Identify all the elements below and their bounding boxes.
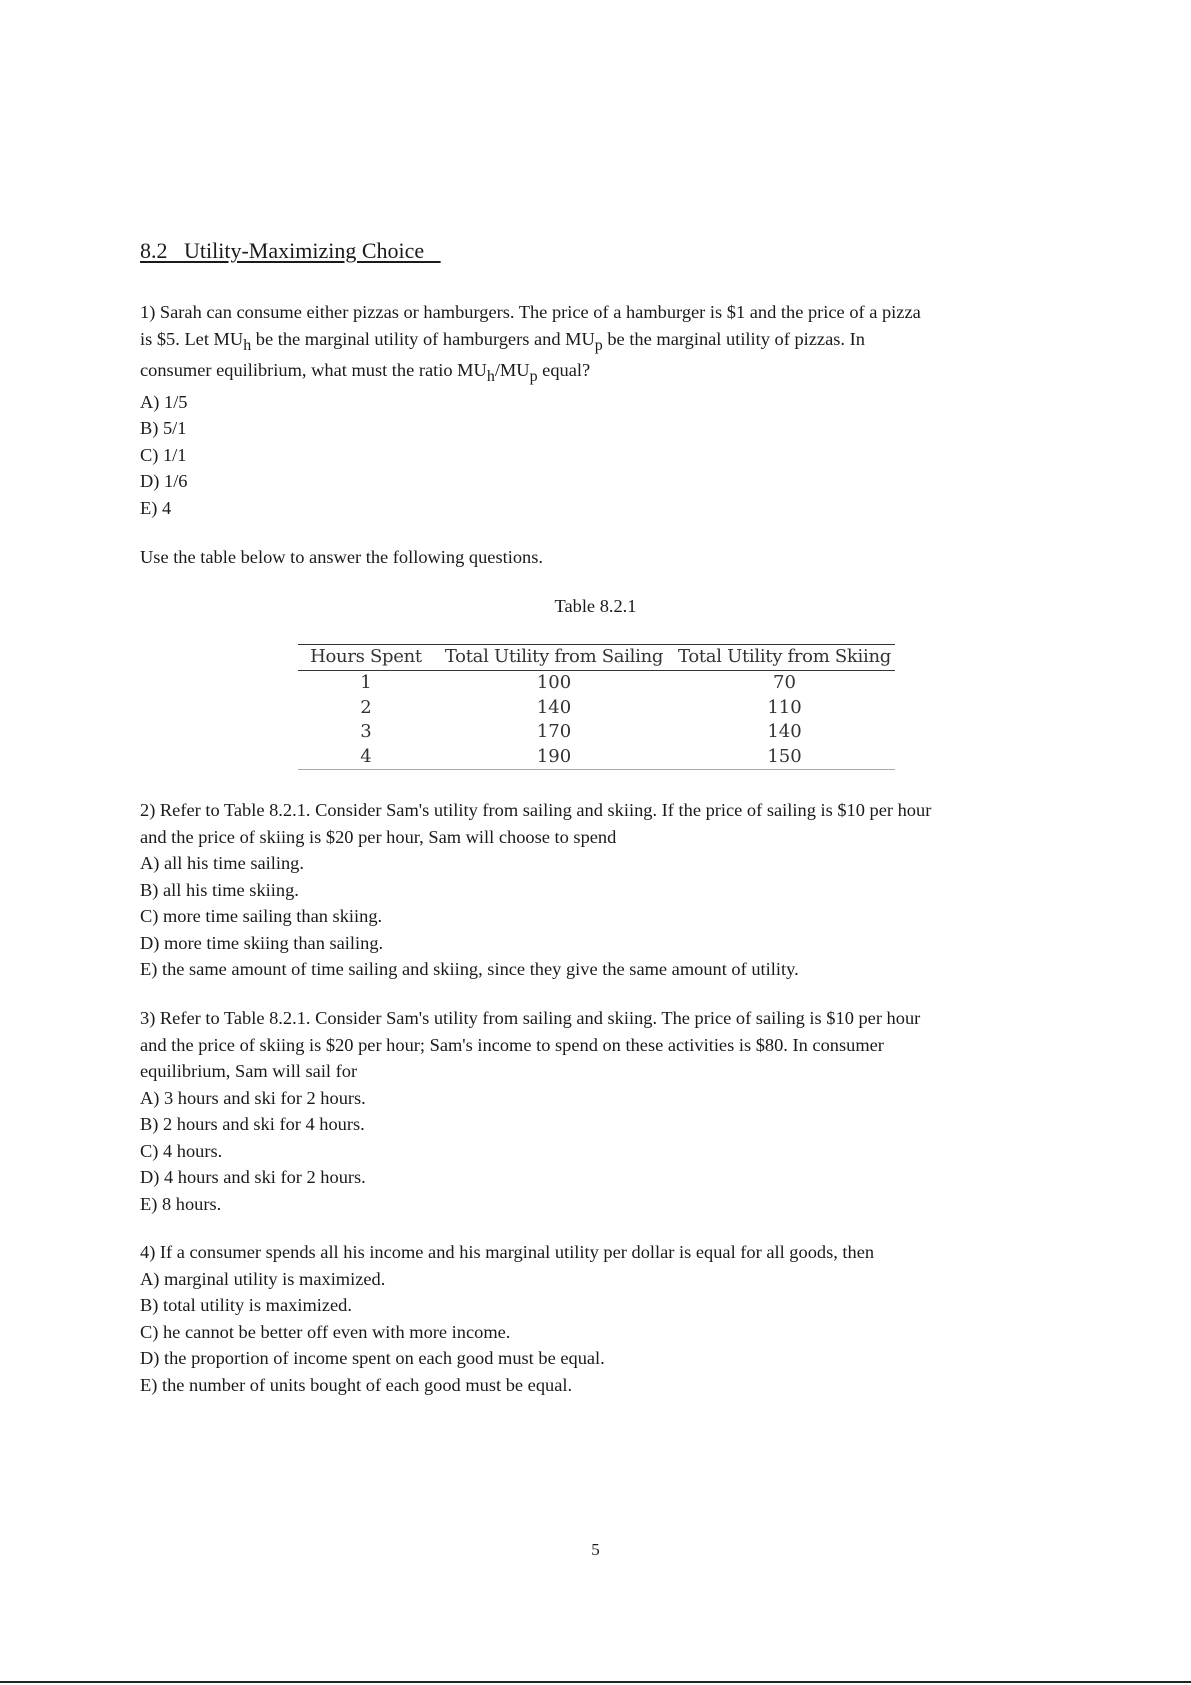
page-number: 5 xyxy=(591,1540,600,1559)
option-e: E) the same amount of time sailing and skiing, since they give the same amount of utility. xyxy=(140,959,799,979)
option-e: E) the number of units bought of each good must be equal. xyxy=(140,1374,573,1395)
table-row xyxy=(298,696,895,721)
option-c: C) he cannot be better off even with more income. xyxy=(140,1321,511,1342)
cell-skiing: 110 xyxy=(767,696,802,718)
header-hours: Hours Spent xyxy=(298,645,434,671)
option-e: E) 8 hours. xyxy=(140,1193,222,1214)
cell-hours: 2 xyxy=(360,696,372,718)
bottom-rule xyxy=(0,1681,1191,1683)
table-row xyxy=(298,671,895,696)
cell-hours: 3 xyxy=(360,721,372,742)
cell-sailing: 170 xyxy=(536,721,572,742)
option-b: B) total utility is maximized. xyxy=(140,1295,352,1315)
option-d: D) more time skiing than sailing. xyxy=(140,932,384,953)
header-sailing: Total Utility from Sailing xyxy=(434,645,674,671)
cell-hours: 1 xyxy=(360,672,372,693)
question-1-text: be the marginal utility of hamburgers and MU xyxy=(251,328,595,349)
question-2 xyxy=(140,797,1020,983)
table-caption: Table 8.2.1 xyxy=(554,596,637,616)
question-1-text: equal? xyxy=(537,360,591,380)
table-row xyxy=(298,720,895,745)
question-4 xyxy=(140,1239,1020,1398)
utility-table xyxy=(298,644,895,770)
option-a: A) 3 hours and ski for 2 hours. xyxy=(140,1087,366,1108)
question-1-line-3 xyxy=(140,357,1020,386)
option-c: C) 4 hours. xyxy=(140,1140,223,1161)
option-a: A) 1/5 xyxy=(140,391,188,412)
question-3-line-2: and the price of skiing is $20 per hour; Sam's income to spend on these activities is $80. In consumer xyxy=(140,1034,884,1055)
subscript-p: p xyxy=(529,368,538,385)
question-3-line-1: 3) Refer to Table 8.2.1. Consider Sam's utility from sailing and skiing. The price of sailing is $10 per hour xyxy=(140,1008,921,1028)
question-1-text: is $5. Let MU xyxy=(140,328,244,349)
table-intro-text: Use the table below to answer the following questions. xyxy=(140,547,543,567)
header-skiing: Total Utility from Skiing xyxy=(674,645,895,671)
question-2-line-2: and the price of skiing is $20 per hour, Sam will choose to spend xyxy=(140,826,617,847)
question-1-text: /MU xyxy=(494,360,530,380)
subscript-h: h xyxy=(486,368,495,385)
option-c: C) 1/1 xyxy=(140,444,187,465)
option-d: D) 4 hours and ski for 2 hours. xyxy=(140,1167,366,1187)
option-e: E) 4 xyxy=(140,497,172,518)
cell-skiing: 70 xyxy=(773,672,796,693)
question-2-options xyxy=(140,850,1020,983)
option-a: A) all his time sailing. xyxy=(140,853,304,873)
subscript-h: h xyxy=(243,336,252,354)
subscript-p: p xyxy=(594,336,603,354)
cell-sailing: 100 xyxy=(536,672,572,693)
option-a: A) marginal utility is maximized. xyxy=(140,1268,386,1289)
question-1-text: consumer equilibrium, what must the ratio MU xyxy=(140,360,487,380)
question-1-line-2 xyxy=(140,326,1020,355)
question-3-line-3: equilibrium, Sam will sail for xyxy=(140,1061,358,1081)
option-b: B) all his time skiing. xyxy=(140,879,299,900)
option-b: B) 5/1 xyxy=(140,418,187,438)
question-1-text: be the marginal utility of pizzas. In xyxy=(602,328,865,349)
question-1-line-1: 1) Sarah can consume either pizzas or hamburgers. The price of a hamburger is $1 and the price of a pizza xyxy=(140,302,921,322)
table-header-row xyxy=(298,645,895,671)
cell-skiing: 150 xyxy=(674,745,895,770)
question-2-line-1: 2) Refer to Table 8.2.1. Consider Sam's utility from sailing and skiing. If the price of sailing is $10 per hour xyxy=(140,800,932,820)
question-4-options xyxy=(140,1266,1020,1399)
cell-skiing: 140 xyxy=(767,721,802,742)
section-title: 8.2 Utility-Maximizing Choice xyxy=(140,238,441,263)
option-d: D) 1/6 xyxy=(140,471,188,491)
question-3 xyxy=(140,1005,1020,1217)
option-b: B) 2 hours and ski for 4 hours. xyxy=(140,1114,365,1134)
table-row xyxy=(298,745,895,770)
question-1-options xyxy=(140,389,1020,522)
option-d: D) the proportion of income spent on each good must be equal. xyxy=(140,1348,605,1368)
question-1 xyxy=(140,299,1020,521)
question-3-options xyxy=(140,1085,1020,1218)
table-intro xyxy=(140,544,1020,571)
option-c: C) more time sailing than skiing. xyxy=(140,906,383,926)
cell-hours: 4 xyxy=(298,745,434,770)
question-4-line-1: 4) If a consumer spends all his income and his marginal utility per dollar is equal for all goods, then xyxy=(140,1242,875,1262)
cell-sailing: 140 xyxy=(536,696,572,718)
cell-sailing: 190 xyxy=(434,745,674,770)
